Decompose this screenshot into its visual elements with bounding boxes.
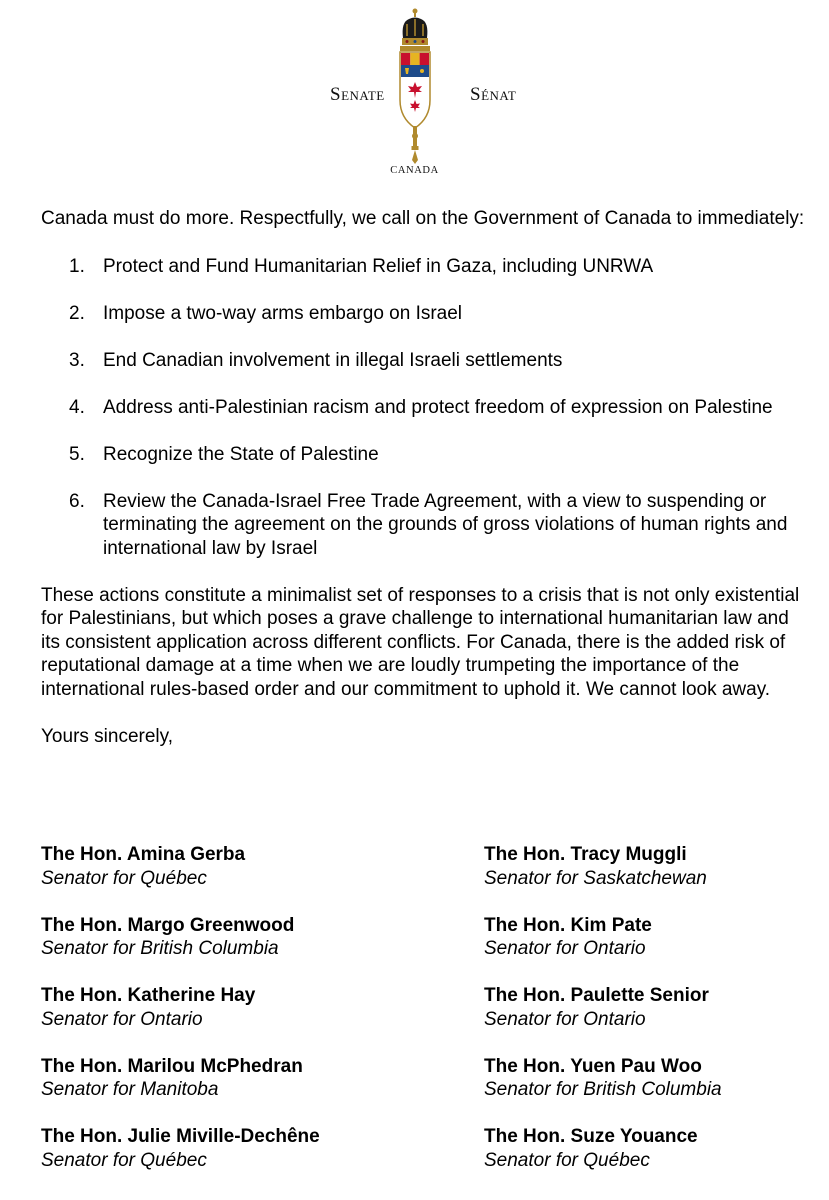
list-item bbox=[41, 302, 811, 326]
signatory bbox=[41, 984, 255, 1031]
signatory bbox=[41, 1055, 303, 1102]
list-number: 4. bbox=[69, 396, 85, 418]
signatory-name: The Hon. Marilou McPhedran bbox=[41, 1055, 303, 1077]
list-number: 6. bbox=[69, 490, 85, 512]
signatory-name: The Hon. Margo Greenwood bbox=[41, 914, 295, 936]
list-item-text: Address anti-Palestinian racism and protect freedom of expression on Palestine bbox=[103, 396, 773, 418]
signatory-name: The Hon. Julie Miville-Dechêne bbox=[41, 1126, 320, 1147]
signatory-title: Senator for British Columbia bbox=[41, 938, 279, 959]
signatory-name: The Hon. Paulette Senior bbox=[484, 985, 709, 1006]
signatory-title: Senator for Ontario bbox=[41, 1008, 203, 1030]
signatory-name: The Hon. Kim Pate bbox=[484, 914, 652, 936]
signatory-title: Senator for Manitoba bbox=[41, 1079, 219, 1100]
signatory-title: Senator for British Columbia bbox=[484, 1079, 722, 1100]
letterhead bbox=[0, 0, 829, 190]
signatory bbox=[484, 984, 709, 1031]
signatory bbox=[41, 914, 294, 961]
list-item bbox=[41, 490, 811, 561]
signatory-title: Senator for Ontario bbox=[484, 1008, 646, 1030]
signatory-title: Senator for Ontario bbox=[484, 938, 646, 959]
letterhead-senate-fr: Sénat bbox=[470, 84, 517, 105]
signatory-name: The Hon. Suze Youance bbox=[484, 1126, 698, 1147]
signatory bbox=[41, 843, 245, 890]
closing-paragraph: These actions constitute a minimalist set of responses to a crisis that is not only existential for Palestinians, but which poses a grave challenge to international humanitarian law and its consistent application across different conflicts. For Canada, there is the added risk of reputational damage at a time when we are loudly trumpeting the importance of the international rules-based order and our commitment to uphold it. We cannot look away. bbox=[41, 584, 800, 700]
signatory-name: The Hon. Amina Gerba bbox=[41, 844, 246, 865]
list-item-text: Protect and Fund Humanitarian Relief in Gaza, including UNRWA bbox=[103, 255, 654, 277]
list-item bbox=[41, 255, 811, 279]
letterhead-senate-en: Senate bbox=[330, 84, 385, 105]
list-item-text: Recognize the State of Palestine bbox=[103, 443, 379, 465]
list-item bbox=[41, 443, 811, 467]
signatory bbox=[41, 1125, 320, 1172]
senate-mace-crest-icon bbox=[398, 8, 432, 166]
signatory bbox=[484, 843, 707, 890]
signatory-title: Senator for Québec bbox=[41, 867, 207, 889]
signatory-name: The Hon. Yuen Pau Woo bbox=[484, 1055, 702, 1077]
list-item-text: Impose a two-way arms embargo on Israel bbox=[103, 302, 463, 324]
intro-paragraph: Canada must do more. Respectfully, we call on the Government of Canada to immediately: bbox=[41, 208, 805, 229]
signatory bbox=[484, 1125, 698, 1172]
list-number: 1. bbox=[69, 255, 85, 277]
list-number: 3. bbox=[69, 349, 85, 371]
signatory-title: Senator for Québec bbox=[41, 1149, 207, 1171]
list-number: 5. bbox=[69, 443, 85, 465]
list-number: 2. bbox=[69, 302, 85, 324]
signatory-name: The Hon. Katherine Hay bbox=[41, 985, 256, 1006]
signatory-title: Senator for Saskatchewan bbox=[484, 867, 707, 889]
signoff: Yours sincerely, bbox=[41, 726, 174, 747]
letterhead-country: CANADA bbox=[390, 165, 439, 176]
signatory-name: The Hon. Tracy Muggli bbox=[484, 844, 687, 865]
list-item-text: End Canadian involvement in illegal Israeli settlements bbox=[103, 349, 563, 371]
list-item-text: Review the Canada-Israel Free Trade Agreement, with a view to suspending or terminating the agreement on the grounds of gross violations of human rights and international law by Israel bbox=[103, 490, 788, 559]
letter-body bbox=[41, 207, 811, 749]
signatory bbox=[484, 1055, 722, 1102]
signatory-title: Senator for Québec bbox=[484, 1149, 650, 1171]
list-item bbox=[41, 396, 811, 420]
signatory bbox=[484, 914, 652, 961]
list-item bbox=[41, 349, 811, 373]
demands-list bbox=[41, 255, 811, 561]
